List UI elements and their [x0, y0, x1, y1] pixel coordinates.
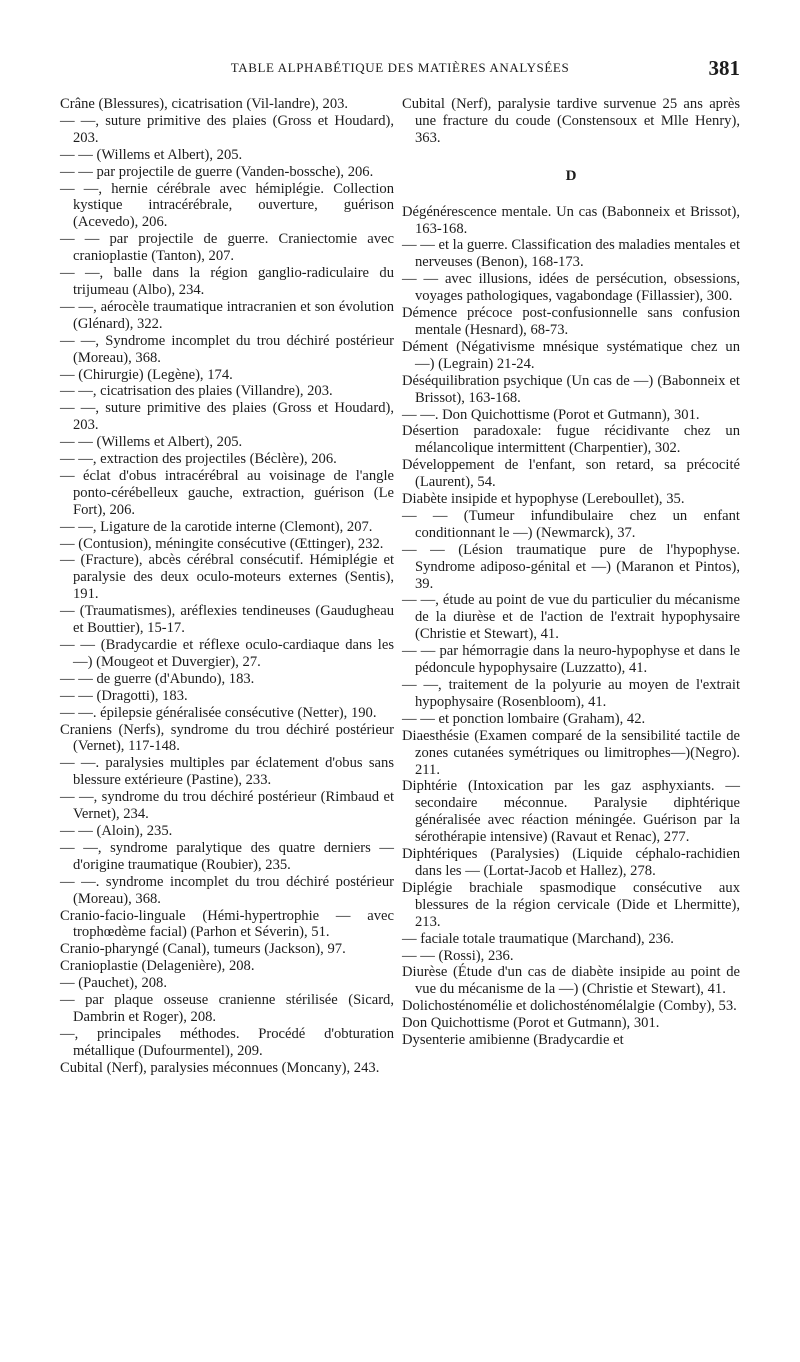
index-entry: — —, Syndrome incomplet du trou déchiré postérieur (Moreau), 368.	[60, 332, 394, 366]
index-entry: — — et ponction lombaire (Graham), 42.	[402, 710, 646, 727]
index-entry: Diphtériques (Paralysies) (Liquide céphalo-rachidien dans les — (Lortat-Jacob et Hallez), 278.	[402, 846, 740, 879]
index-entry: Cubital (Nerf), paralysie tardive survenue 25 ans après une fracture du coude (Constensoux et Mlle Henry), 363.	[402, 96, 740, 146]
index-entry: — (Traumatismes), aréflexies tendineuses (Gaudugheau et Bouttier), 15-17.	[60, 603, 394, 637]
index-entry: Crâne (Blessures), cicatrisation (Vil-landre), 203.	[60, 96, 349, 112]
page-number: 381	[708, 56, 740, 80]
index-entry: — — par hémorragie dans la neuro-hypophyse et dans le pédoncule hypophysaire (Luzzatto), 41.	[402, 643, 740, 677]
index-entry: —, principales méthodes. Procédé d'obturation métallique (Dufourmentel), 209.	[60, 1025, 394, 1059]
index-column-left	[60, 96, 394, 1077]
running-header	[60, 56, 740, 82]
index-entry: Dément (Négativisme mnésique systématique chez un —) (Legrain) 21-24.	[402, 338, 740, 372]
index-entry: Craniens (Nerfs), syndrome du trou déchiré postérieur (Vernet), 117-148.	[60, 721, 394, 755]
index-entry: — —, cicatrisation des plaies (Villandre), 203.	[60, 383, 333, 400]
index-entry: — — par projectile de guerre (Vanden-bossche), 206.	[60, 163, 374, 180]
index-entry: — —, syndrome du trou déchiré postérieur (Rimbaud et Vernet), 234.	[60, 789, 394, 823]
index-entry: — (Contusion), méningite consécutive (Œttinger), 232.	[60, 535, 384, 552]
index-entry: Développement de l'enfant, son retard, sa précocité (Laurent), 54.	[402, 457, 740, 491]
index-entry: Cranio-facio-linguale (Hémi-hypertrophie — avec trophœdème facial) (Parhon et Séverin), 51.	[60, 907, 394, 941]
index-entry: — (Fracture), abcès cérébral consécutif. Hémiplégie et paralysie des deux oculo-moteurs externes (Sentis), 191.	[60, 552, 394, 603]
index-entry: — — par projectile de guerre. Craniectomie avec cranioplastie (Tanton), 207.	[60, 231, 394, 265]
index-entry: Diplégie brachiale spasmodique consécutive aux blessures de la région cervicale (Dide et Lhermitte), 213.	[402, 879, 740, 930]
index-entry: — — (Willems et Albert), 205.	[60, 434, 243, 451]
index-entry: Diurèse (Étude d'un cas de diabète insipide au point de vue du mécanisme de la —) (Christie et Stewart), 41.	[402, 964, 740, 998]
index-entry: — —, étude au point de vue du particulier du mécanisme de la diurèse et de l'action de l'extrait hypophysaire (Christie et Stewart), 41.	[402, 592, 740, 643]
index-entry: Cubital (Nerf), paralysies méconnues (Moncany), 243.	[60, 1059, 380, 1076]
index-entry: Don Quichottisme (Porot et Gutmann), 301.	[402, 1015, 660, 1032]
index-entry: — —. syndrome incomplet du trou déchiré postérieur (Moreau), 368.	[60, 873, 394, 907]
index-entry: — faciale totale traumatique (Marchand), 236.	[402, 930, 674, 947]
index-entry: — —, syndrome paralytique des quatre derniers — d'origine traumatique (Roubier), 235.	[60, 839, 394, 873]
index-entry: — éclat d'obus intracérébral au voisinage de l'angle ponto-cérébelleux gauche, extraction, guérison (Le Fort), 206.	[60, 467, 394, 518]
index-entry: Cranioplastie (Delagenière), 208.	[60, 958, 255, 975]
index-entry: Désertion paradoxale: fugue récidivante chez un mélancolique intermittent (Charpentier), 302.	[402, 423, 740, 457]
index-entry: — — (Willems et Albert), 205.	[60, 146, 243, 163]
index-entry: — —, suture primitive des plaies (Gross et Houdard), 203.	[60, 400, 394, 434]
index-entry: — —. épilepsie généralisée consécutive (Netter), 190.	[60, 704, 377, 721]
index-entry: — —, traitement de la polyurie au moyen de l'extrait hypophysaire (Rosenbloom), 41.	[402, 677, 740, 710]
index-entry: Dolichosténomélie et dolichosténomélalgie (Comby), 53.	[402, 998, 737, 1015]
index-entry: — — avec illusions, idées de persécution, obsessions, voyages pathologiques, vagabondage (Fillassier), 300.	[402, 271, 740, 305]
index-entry: Dégénérescence mentale. Un cas (Babonneix et Brissot), 163-168.	[402, 203, 740, 237]
index-entry: — — (Aloin), 235.	[60, 822, 173, 839]
index-entry: — — (Bradycardie et réflexe oculo-cardiaque dans les —) (Mougeot et Duvergier), 27.	[60, 637, 394, 670]
index-entry: — (Pauchet), 208.	[60, 975, 167, 992]
index-entry: — —, balle dans la région ganglio-radiculaire du trijumeau (Albo), 234.	[60, 265, 394, 298]
index-entry: — (Chirurgie) (Legène), 174.	[60, 366, 233, 383]
index-entry: — — (Tumeur infundibulaire chez un enfant conditionnant le —) (Newmarck), 37.	[402, 507, 740, 541]
index-entry: Diabète insipide et hypophyse (Lereboullet), 35.	[402, 491, 685, 508]
index-entry: — — de guerre (d'Abundo), 183.	[60, 670, 255, 687]
index-column-right	[402, 96, 740, 1049]
index-entry: Cranio-pharyngé (Canal), tumeurs (Jackson), 97.	[60, 941, 346, 958]
index-entry: — —, Ligature de la carotide interne (Clemont), 207.	[60, 518, 373, 535]
index-entry: — —, hernie cérébrale avec hémiplégie. Collection kystique intracérébrale, ouverture, guérison (Acevedo), 206.	[60, 180, 394, 231]
index-entry: — —, suture primitive des plaies (Gross et Houdard), 203.	[60, 112, 394, 146]
index-entry: Diphtérie (Intoxication par les gaz asphyxiants. — secondaire méconnue. Paralysie diphtérique généralisée avec réaction méningée. Guérison par la sérothérapie intensive) (Ravaut et Renac), 277.	[402, 778, 740, 846]
index-entry: Démence précoce post-confusionnelle sans confusion mentale (Hesnard), 68-73.	[402, 305, 740, 338]
index-entry: — — (Lésion traumatique pure de l'hypophyse. Syndrome adiposo-génital et —) (Maranon et Pintos), 39.	[402, 541, 740, 592]
index-entry: — par plaque osseuse cranienne stérilisée (Sicard, Dambrin et Roger), 208.	[60, 992, 394, 1025]
index-entry: — —. paralysies multiples par éclatement d'obus sans blessure extérieure (Pastine), 233.	[60, 755, 394, 789]
index-entry: — — (Rossi), 236.	[402, 947, 514, 964]
index-entry: — —. Don Quichottisme (Porot et Gutmann), 301.	[402, 406, 700, 423]
index-entry: — — et la guerre. Classification des maladies mentales et nerveuses (Benon), 168-173.	[402, 237, 740, 271]
index-entry: Déséquilibration psychique (Un cas de —) (Babonneix et Brissot), 163-168.	[402, 372, 740, 406]
index-entry: Dysenterie amibienne (Bradycardie et	[402, 1032, 624, 1049]
index-entry: Diaesthésie (Examen comparé de la sensibilité tactile de zones cutanées symétriques ou limitrophes—)(Negro). 211.	[402, 727, 740, 778]
running-title: TABLE ALPHABÉTIQUE DES MATIÈRES ANALYSÉES	[230, 60, 570, 75]
index-entry: — —, extraction des projectiles (Béclère), 206.	[60, 451, 337, 468]
section-letter: D	[565, 167, 577, 184]
index-entry: — — (Dragotti), 183.	[60, 687, 188, 704]
index-entry: — —, aérocèle traumatique intracranien et son évolution (Glénard), 322.	[60, 298, 394, 332]
